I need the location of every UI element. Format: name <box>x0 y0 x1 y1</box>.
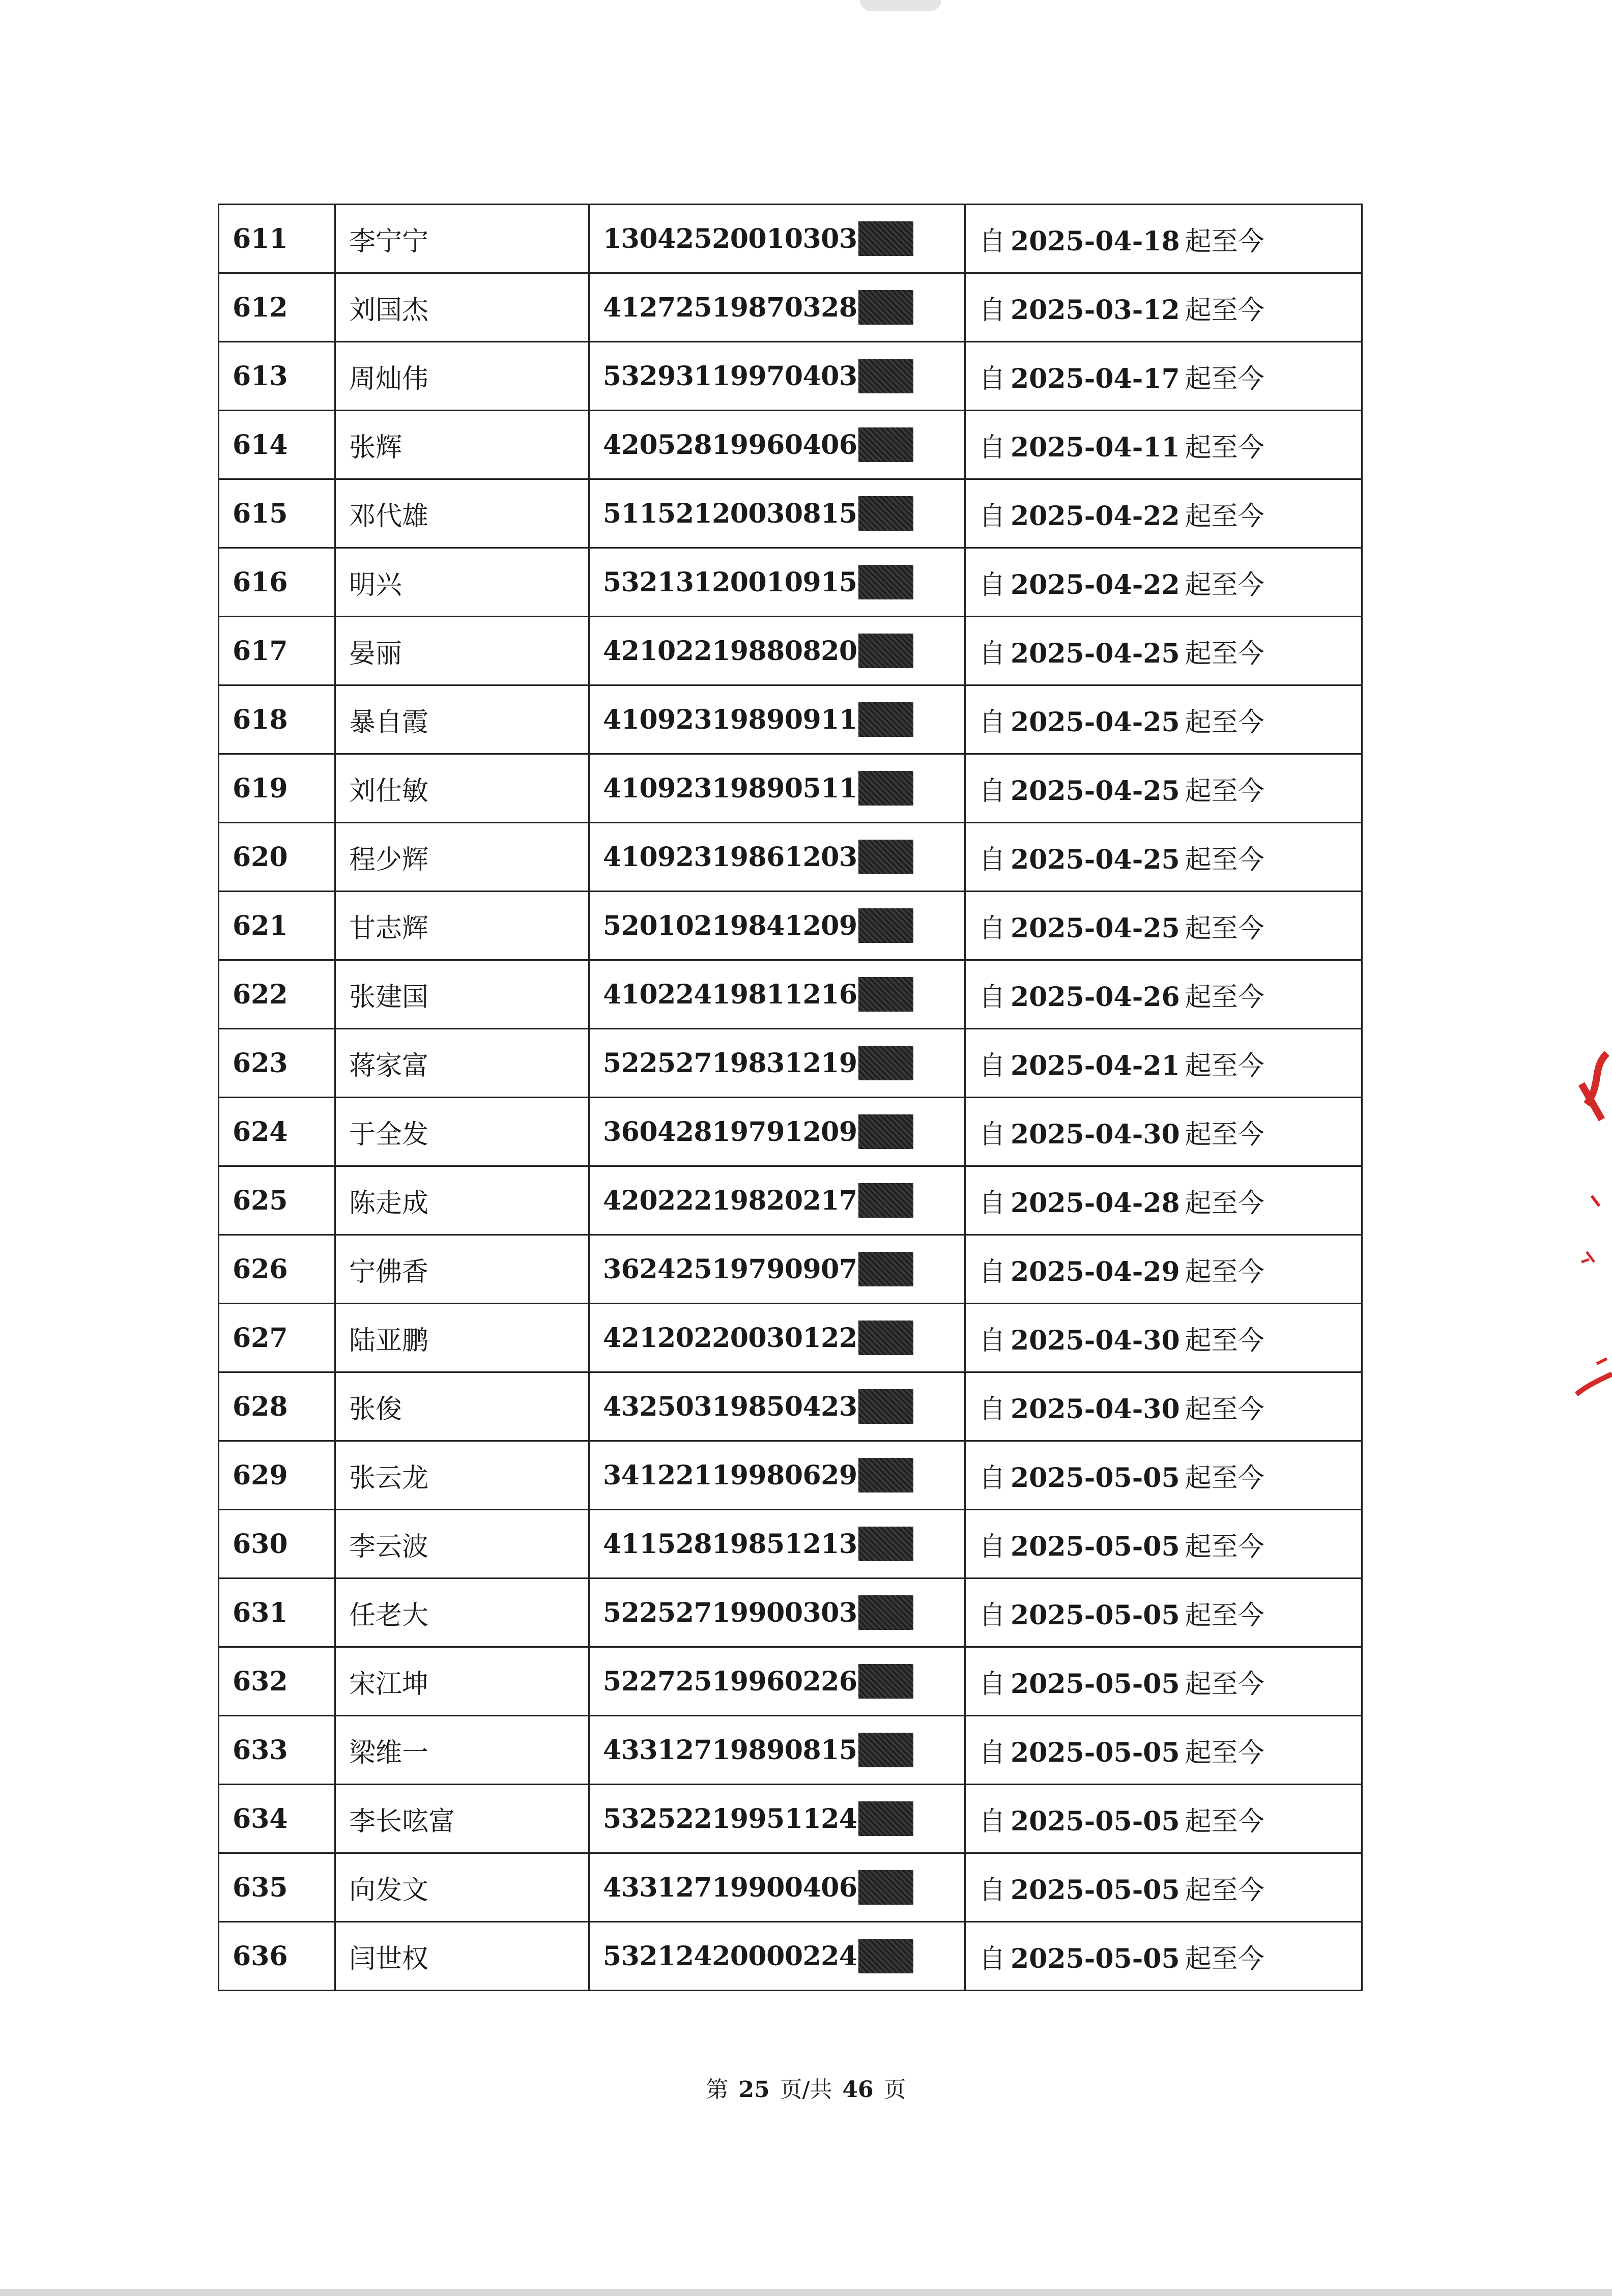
row-number: 612 <box>219 273 335 342</box>
id-number: 42022219820217 <box>603 1185 857 1216</box>
id-cell <box>589 1510 965 1578</box>
date-prefix: 自 <box>979 1325 1006 1356</box>
redaction-block <box>858 1252 913 1286</box>
redaction-block <box>858 565 913 599</box>
roster-table <box>218 204 1363 1991</box>
date-cell <box>965 1304 1362 1372</box>
date-cell <box>965 1441 1362 1510</box>
person-name: 暴自霞 <box>335 685 589 754</box>
date-cell <box>965 1578 1362 1647</box>
date-prefix: 自 <box>979 1737 1006 1768</box>
redaction-block <box>858 1046 913 1080</box>
redaction-block <box>858 1321 913 1355</box>
row-number: 627 <box>219 1304 335 1372</box>
table-row <box>219 1785 1362 1853</box>
date-cell <box>965 548 1362 617</box>
date-prefix: 自 <box>979 1256 1006 1287</box>
redaction-block <box>858 702 913 737</box>
id-number: 53212420000224 <box>603 1940 857 1972</box>
person-name: 张云龙 <box>335 1441 589 1510</box>
start-date: 2025-04-21 <box>1011 1050 1180 1081</box>
person-name: 明兴 <box>335 548 589 617</box>
id-number: 41092319890911 <box>603 704 857 735</box>
id-cell <box>589 548 965 617</box>
scan-shadow <box>860 0 941 11</box>
date-suffix: 起至今 <box>1185 844 1264 875</box>
row-number: 621 <box>219 892 335 960</box>
row-number: 632 <box>219 1647 335 1716</box>
start-date: 2025-04-30 <box>1011 1118 1180 1150</box>
person-name: 张建国 <box>335 960 589 1029</box>
person-name: 程少辉 <box>335 823 589 892</box>
date-suffix: 起至今 <box>1185 1188 1264 1219</box>
date-cell <box>965 1785 1362 1853</box>
id-cell <box>589 1304 965 1372</box>
date-cell <box>965 1098 1362 1166</box>
scan-bottom-edge <box>0 2289 1612 2296</box>
date-cell <box>965 1647 1362 1716</box>
redaction-block <box>858 1527 913 1561</box>
date-prefix: 自 <box>979 569 1006 600</box>
start-date: 2025-04-30 <box>1011 1325 1180 1356</box>
table-row <box>219 617 1362 685</box>
start-date: 2025-05-05 <box>1011 1737 1180 1768</box>
date-prefix: 自 <box>979 1531 1006 1562</box>
date-cell <box>965 1235 1362 1304</box>
person-name: 刘国杰 <box>335 273 589 342</box>
person-name: 李宁宁 <box>335 205 589 273</box>
start-date: 2025-04-25 <box>1011 844 1180 875</box>
date-prefix: 自 <box>979 1875 1006 1906</box>
date-prefix: 自 <box>979 638 1006 669</box>
person-name: 任老大 <box>335 1578 589 1647</box>
id-number: 52010219841209 <box>603 910 857 941</box>
id-cell <box>589 1029 965 1098</box>
row-number: 618 <box>219 685 335 754</box>
date-suffix: 起至今 <box>1185 569 1264 600</box>
id-cell <box>589 1853 965 1922</box>
table-row <box>219 1716 1362 1785</box>
redaction-block <box>858 1389 913 1424</box>
table-row <box>219 1304 1362 1372</box>
date-cell <box>965 1372 1362 1441</box>
date-prefix: 自 <box>979 363 1006 394</box>
table-row <box>219 548 1362 617</box>
id-number: 41092319861203 <box>603 841 857 873</box>
date-suffix: 起至今 <box>1185 226 1264 257</box>
table-row <box>219 479 1362 548</box>
id-number: 43250319850423 <box>603 1391 857 1422</box>
date-suffix: 起至今 <box>1185 913 1264 944</box>
person-name: 宋江坤 <box>335 1647 589 1716</box>
start-date: 2025-05-05 <box>1011 1805 1180 1837</box>
row-number: 623 <box>219 1029 335 1098</box>
date-suffix: 起至今 <box>1185 982 1264 1013</box>
row-number: 634 <box>219 1785 335 1853</box>
date-suffix: 起至今 <box>1185 1050 1264 1081</box>
date-prefix: 自 <box>979 295 1006 326</box>
date-suffix: 起至今 <box>1185 1875 1264 1906</box>
date-prefix: 自 <box>979 1050 1006 1081</box>
redaction-block <box>858 977 913 1012</box>
row-number: 629 <box>219 1441 335 1510</box>
date-cell <box>965 1853 1362 1922</box>
start-date: 2025-04-25 <box>1011 912 1180 944</box>
date-cell <box>965 617 1362 685</box>
row-number: 631 <box>219 1578 335 1647</box>
date-prefix: 自 <box>979 1943 1006 1974</box>
start-date: 2025-05-05 <box>1011 1599 1180 1631</box>
date-cell <box>965 892 1362 960</box>
table-row <box>219 1647 1362 1716</box>
start-date: 2025-04-22 <box>1011 500 1180 532</box>
start-date: 2025-04-22 <box>1011 569 1180 600</box>
row-number: 614 <box>219 411 335 479</box>
id-cell <box>589 685 965 754</box>
row-number: 630 <box>219 1510 335 1578</box>
id-number: 42102219880820 <box>603 635 857 667</box>
date-cell <box>965 342 1362 411</box>
redaction-block <box>858 908 913 943</box>
date-suffix: 起至今 <box>1185 501 1264 532</box>
person-name: 于全发 <box>335 1098 589 1166</box>
redaction-block <box>858 634 913 668</box>
date-suffix: 起至今 <box>1185 363 1264 394</box>
row-number: 628 <box>219 1372 335 1441</box>
table-row <box>219 1578 1362 1647</box>
id-cell <box>589 1166 965 1235</box>
row-number: 625 <box>219 1166 335 1235</box>
row-number: 611 <box>219 205 335 273</box>
table-row <box>219 754 1362 823</box>
person-name: 张辉 <box>335 411 589 479</box>
date-suffix: 起至今 <box>1185 638 1264 669</box>
redaction-block <box>858 771 913 806</box>
row-number: 633 <box>219 1716 335 1785</box>
person-name: 闫世权 <box>335 1922 589 1991</box>
table-row <box>219 685 1362 754</box>
table-row <box>219 273 1362 342</box>
start-date: 2025-04-17 <box>1011 363 1180 394</box>
date-suffix: 起至今 <box>1185 1119 1264 1150</box>
date-prefix: 自 <box>979 776 1006 807</box>
person-name: 宁佛香 <box>335 1235 589 1304</box>
id-number: 41152819851213 <box>603 1528 857 1560</box>
table-row <box>219 411 1362 479</box>
id-cell <box>589 754 965 823</box>
date-suffix: 起至今 <box>1185 1325 1264 1356</box>
id-cell <box>589 479 965 548</box>
redaction-block <box>858 1458 913 1493</box>
page-footer <box>0 2071 1612 2104</box>
redaction-block <box>858 1733 913 1767</box>
date-prefix: 自 <box>979 1669 1006 1700</box>
id-number: 42120220030122 <box>603 1322 857 1354</box>
id-cell <box>589 1235 965 1304</box>
id-number: 34122119980629 <box>603 1459 857 1491</box>
person-name: 李长呟富 <box>335 1785 589 1853</box>
table-row <box>219 1235 1362 1304</box>
date-prefix: 自 <box>979 1806 1006 1837</box>
date-suffix: 起至今 <box>1185 1394 1264 1425</box>
row-number: 622 <box>219 960 335 1029</box>
redaction-block <box>858 1801 913 1836</box>
date-prefix: 自 <box>979 1600 1006 1631</box>
start-date: 2025-04-29 <box>1011 1256 1180 1287</box>
start-date: 2025-04-25 <box>1011 638 1180 669</box>
date-prefix: 自 <box>979 1188 1006 1219</box>
id-cell <box>589 205 965 273</box>
id-cell <box>589 1922 965 1991</box>
date-suffix: 起至今 <box>1185 1600 1264 1631</box>
start-date: 2025-05-05 <box>1011 1874 1180 1906</box>
id-number: 42052819960406 <box>603 429 857 461</box>
id-number: 36242519790907 <box>603 1253 857 1285</box>
person-name: 李云波 <box>335 1510 589 1578</box>
table-row <box>219 1029 1362 1098</box>
redaction-block <box>858 1939 913 1973</box>
person-name: 晏丽 <box>335 617 589 685</box>
page-prefix: 第 <box>706 2077 729 2103</box>
id-number: 41092319890511 <box>603 772 857 804</box>
date-prefix: 自 <box>979 501 1006 532</box>
date-prefix: 自 <box>979 707 1006 738</box>
table-row <box>219 892 1362 960</box>
row-number: 626 <box>219 1235 335 1304</box>
id-number: 13042520010303 <box>603 223 857 254</box>
date-suffix: 起至今 <box>1185 707 1264 738</box>
date-cell <box>965 479 1362 548</box>
start-date: 2025-04-25 <box>1011 706 1180 738</box>
id-number: 52272519960226 <box>603 1666 857 1697</box>
date-cell <box>965 273 1362 342</box>
id-number: 43312719900406 <box>603 1872 857 1903</box>
table-row <box>219 1441 1362 1510</box>
start-date: 2025-04-30 <box>1011 1393 1180 1425</box>
page-middle: 页/共 <box>780 2077 832 2103</box>
redaction-block <box>858 1870 913 1905</box>
date-prefix: 自 <box>979 432 1006 463</box>
id-cell <box>589 273 965 342</box>
id-cell <box>589 1647 965 1716</box>
date-suffix: 起至今 <box>1185 1669 1264 1700</box>
page-current: 25 <box>738 2077 770 2103</box>
date-prefix: 自 <box>979 913 1006 944</box>
date-cell <box>965 823 1362 892</box>
date-suffix: 起至今 <box>1185 1256 1264 1287</box>
start-date: 2025-04-18 <box>1011 225 1180 257</box>
date-cell <box>965 1166 1362 1235</box>
row-number: 619 <box>219 754 335 823</box>
date-suffix: 起至今 <box>1185 432 1264 463</box>
row-number: 613 <box>219 342 335 411</box>
id-cell <box>589 1098 965 1166</box>
start-date: 2025-04-25 <box>1011 775 1180 807</box>
table-row <box>219 342 1362 411</box>
person-name: 陆亚鹏 <box>335 1304 589 1372</box>
row-number: 615 <box>219 479 335 548</box>
date-suffix: 起至今 <box>1185 295 1264 326</box>
id-number: 41022419811216 <box>603 979 857 1010</box>
date-cell <box>965 1716 1362 1785</box>
date-prefix: 自 <box>979 1119 1006 1150</box>
person-name: 梁维一 <box>335 1716 589 1785</box>
row-number: 616 <box>219 548 335 617</box>
id-cell <box>589 411 965 479</box>
redaction-block <box>858 427 913 462</box>
person-name: 陈走成 <box>335 1166 589 1235</box>
start-date: 2025-05-05 <box>1011 1531 1180 1562</box>
id-cell <box>589 1785 965 1853</box>
id-number: 43312719890815 <box>603 1734 857 1766</box>
start-date: 2025-03-12 <box>1011 294 1180 326</box>
date-suffix: 起至今 <box>1185 1806 1264 1837</box>
table-row <box>219 1853 1362 1922</box>
id-number: 53213120010915 <box>603 566 857 598</box>
person-name: 邓代雄 <box>335 479 589 548</box>
date-prefix: 自 <box>979 1462 1006 1494</box>
redaction-block <box>858 1183 913 1218</box>
id-number: 52252719831219 <box>603 1047 857 1079</box>
id-cell <box>589 892 965 960</box>
row-number: 617 <box>219 617 335 685</box>
id-number: 41272519870328 <box>603 292 857 323</box>
date-prefix: 自 <box>979 982 1006 1013</box>
date-cell <box>965 960 1362 1029</box>
table-row <box>219 205 1362 273</box>
date-cell <box>965 411 1362 479</box>
redaction-block <box>858 1595 913 1630</box>
id-number: 53252219951124 <box>603 1803 857 1834</box>
redaction-block <box>858 221 913 256</box>
roster-body <box>219 205 1362 1991</box>
id-cell <box>589 1716 965 1785</box>
date-suffix: 起至今 <box>1185 1531 1264 1562</box>
id-cell <box>589 1372 965 1441</box>
start-date: 2025-04-26 <box>1011 981 1180 1013</box>
page-total: 46 <box>842 2077 874 2103</box>
table-row <box>219 960 1362 1029</box>
id-number: 53293119970403 <box>603 360 857 392</box>
date-cell <box>965 1029 1362 1098</box>
start-date: 2025-04-11 <box>1011 432 1180 463</box>
id-number: 51152120030815 <box>603 498 857 529</box>
person-name: 刘仕敏 <box>335 754 589 823</box>
row-number: 620 <box>219 823 335 892</box>
person-name: 周灿伟 <box>335 342 589 411</box>
date-prefix: 自 <box>979 226 1006 257</box>
date-suffix: 起至今 <box>1185 1462 1264 1494</box>
table-row <box>219 823 1362 892</box>
table-row <box>219 1510 1362 1578</box>
id-cell <box>589 1441 965 1510</box>
id-cell <box>589 617 965 685</box>
start-date: 2025-05-05 <box>1011 1943 1180 1974</box>
date-cell <box>965 1922 1362 1991</box>
redaction-block <box>858 1114 913 1149</box>
start-date: 2025-04-28 <box>1011 1187 1180 1219</box>
start-date: 2025-05-05 <box>1011 1668 1180 1700</box>
date-prefix: 自 <box>979 1394 1006 1425</box>
redaction-block <box>858 359 913 393</box>
red-seal-fragment <box>1571 1048 1612 1404</box>
person-name: 张俊 <box>335 1372 589 1441</box>
id-cell <box>589 823 965 892</box>
row-number: 624 <box>219 1098 335 1166</box>
id-cell <box>589 1578 965 1647</box>
person-name: 蒋家富 <box>335 1029 589 1098</box>
date-suffix: 起至今 <box>1185 776 1264 807</box>
person-name: 向发文 <box>335 1853 589 1922</box>
date-cell <box>965 754 1362 823</box>
id-number: 36042819791209 <box>603 1116 857 1147</box>
row-number: 635 <box>219 1853 335 1922</box>
table-row <box>219 1372 1362 1441</box>
table-row <box>219 1098 1362 1166</box>
date-cell <box>965 1510 1362 1578</box>
id-cell <box>589 960 965 1029</box>
date-cell <box>965 685 1362 754</box>
page-suffix: 页 <box>883 2077 906 2103</box>
start-date: 2025-05-05 <box>1011 1462 1180 1494</box>
table-row <box>219 1922 1362 1991</box>
date-prefix: 自 <box>979 844 1006 875</box>
redaction-block <box>858 840 913 874</box>
row-number: 636 <box>219 1922 335 1991</box>
table-row <box>219 1166 1362 1235</box>
id-cell <box>589 342 965 411</box>
redaction-block <box>858 496 913 531</box>
person-name: 甘志辉 <box>335 892 589 960</box>
id-number: 52252719900303 <box>603 1597 857 1628</box>
date-suffix: 起至今 <box>1185 1737 1264 1768</box>
date-cell <box>965 205 1362 273</box>
date-suffix: 起至今 <box>1185 1943 1264 1974</box>
redaction-block <box>858 1664 913 1699</box>
redaction-block <box>858 290 913 325</box>
